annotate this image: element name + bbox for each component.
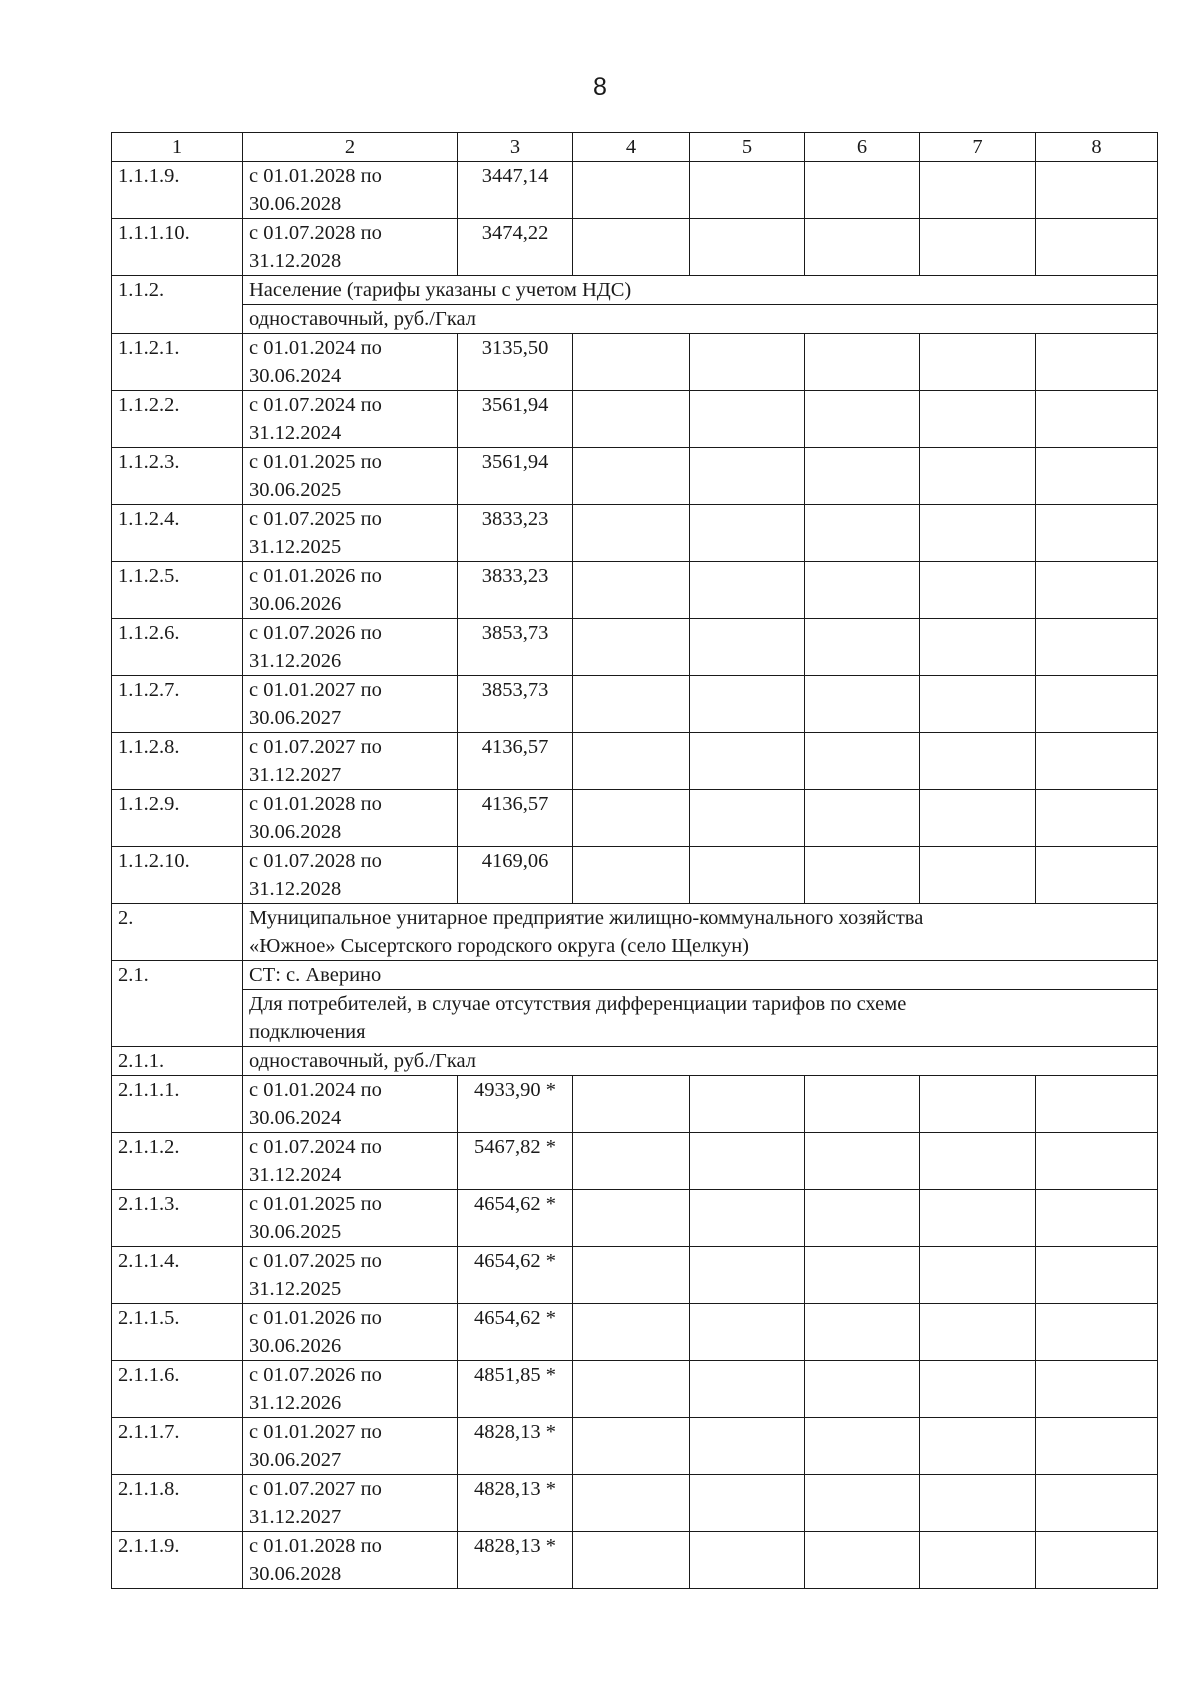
period-cell (243, 790, 458, 847)
text-line: 30.06.2025 (249, 479, 342, 501)
section-subrow (112, 990, 1158, 1047)
text-line: с 01.01.2028 по (249, 165, 382, 187)
empty-cell (690, 334, 805, 391)
tariff-value: 4654,62 * (458, 1247, 573, 1304)
empty-cell (920, 334, 1036, 391)
row-number: 1.1.2.1. (112, 334, 243, 391)
table-row (112, 1361, 1158, 1418)
table-row (112, 733, 1158, 790)
row-number: 1.1.2. (112, 276, 243, 334)
column-header: 5 (690, 133, 805, 162)
empty-cell (690, 1247, 805, 1304)
empty-cell (1036, 1532, 1158, 1589)
table-row (112, 847, 1158, 904)
tariff-value: 4933,90 * (458, 1076, 573, 1133)
section-subtitle: одноставочный, руб./Гкал (243, 305, 1158, 334)
column-header: 8 (1036, 133, 1158, 162)
text-line: 30.06.2027 (249, 707, 342, 729)
empty-cell (690, 162, 805, 219)
period-cell (243, 1133, 458, 1190)
table-row (112, 505, 1158, 562)
table-row (112, 448, 1158, 505)
text-line: 31.12.2024 (249, 422, 342, 444)
empty-cell (920, 1418, 1036, 1475)
section-title: Население (тарифы указаны с учетом НДС) (243, 276, 1158, 305)
tariff-value: 4851,85 * (458, 1361, 573, 1418)
page-number: 8 (593, 73, 607, 101)
row-number: 1.1.2.10. (112, 847, 243, 904)
empty-cell (805, 1247, 920, 1304)
empty-cell (805, 162, 920, 219)
period-cell (243, 1247, 458, 1304)
text-line: 31.12.2027 (249, 1506, 342, 1528)
row-number: 2.1.1.2. (112, 1133, 243, 1190)
empty-cell (805, 334, 920, 391)
table-row (112, 1532, 1158, 1589)
period-cell (243, 562, 458, 619)
empty-cell (573, 1475, 690, 1532)
text-line: с 01.01.2024 по (249, 337, 382, 359)
empty-cell (805, 1076, 920, 1133)
empty-cell (805, 1133, 920, 1190)
period-cell (243, 1532, 458, 1589)
empty-cell (1036, 619, 1158, 676)
text-line: с 01.01.2026 по (249, 565, 382, 587)
row-number: 1.1.2.7. (112, 676, 243, 733)
text-line: с 01.01.2024 по (249, 1079, 382, 1101)
table-row (112, 1076, 1158, 1133)
empty-cell (920, 1247, 1036, 1304)
empty-cell (805, 1418, 920, 1475)
text-line: Муниципальное унитарное предприятие жилищно-коммунального хозяйства (249, 907, 924, 929)
row-number: 1.1.2.6. (112, 619, 243, 676)
empty-cell (920, 733, 1036, 790)
text-line: с 01.01.2027 по (249, 679, 382, 701)
tariff-value: 3561,94 (458, 391, 573, 448)
empty-cell (1036, 1304, 1158, 1361)
tariff-value: 3853,73 (458, 676, 573, 733)
text-line: 30.06.2024 (249, 1107, 342, 1129)
empty-cell (920, 619, 1036, 676)
empty-cell (920, 1304, 1036, 1361)
table-row (112, 676, 1158, 733)
period-cell (243, 1190, 458, 1247)
tariff-value: 4654,62 * (458, 1304, 573, 1361)
text-line: «Южное» Сысертского городского округа (село Щелкун) (249, 935, 750, 957)
column-header: 2 (243, 133, 458, 162)
section-title: одноставочный, руб./Гкал (243, 1047, 1158, 1076)
text-line: с 01.07.2028 по (249, 222, 382, 244)
column-header: 4 (573, 133, 690, 162)
row-number: 1.1.2.3. (112, 448, 243, 505)
empty-cell (920, 847, 1036, 904)
empty-cell (805, 391, 920, 448)
text-line: с 01.01.2028 по (249, 793, 382, 815)
section-row (112, 961, 1158, 990)
empty-cell (1036, 733, 1158, 790)
empty-cell (690, 1532, 805, 1589)
empty-cell (690, 448, 805, 505)
empty-cell (1036, 1133, 1158, 1190)
tariff-value: 3474,22 (458, 219, 573, 276)
empty-cell (1036, 162, 1158, 219)
empty-cell (1036, 391, 1158, 448)
tariff-value: 3833,23 (458, 562, 573, 619)
empty-cell (805, 1304, 920, 1361)
empty-cell (573, 1418, 690, 1475)
period-cell (243, 1361, 458, 1418)
empty-cell (690, 847, 805, 904)
empty-cell (573, 733, 690, 790)
text-line: подключения (249, 1021, 366, 1043)
tariff-table (111, 132, 1158, 1589)
empty-cell (805, 1190, 920, 1247)
table-row (112, 1247, 1158, 1304)
text-line: с 01.07.2025 по (249, 1250, 382, 1272)
empty-cell (1036, 1190, 1158, 1247)
empty-cell (1036, 847, 1158, 904)
column-header: 6 (805, 133, 920, 162)
empty-cell (920, 1532, 1036, 1589)
period-cell (243, 334, 458, 391)
row-number: 2.1.1.5. (112, 1304, 243, 1361)
text-line: 31.12.2026 (249, 1392, 342, 1414)
row-number: 1.1.2.9. (112, 790, 243, 847)
table-row (112, 1475, 1158, 1532)
table-body (112, 133, 1158, 1589)
empty-cell (573, 448, 690, 505)
text-line: 31.12.2025 (249, 1278, 342, 1300)
row-number: 2.1. (112, 961, 243, 1047)
period-cell (243, 847, 458, 904)
empty-cell (573, 790, 690, 847)
row-number: 1.1.2.8. (112, 733, 243, 790)
column-header: 3 (458, 133, 573, 162)
empty-cell (805, 562, 920, 619)
text-line: с 01.07.2028 по (249, 850, 382, 872)
tariff-value: 5467,82 * (458, 1133, 573, 1190)
empty-cell (920, 562, 1036, 619)
empty-cell (573, 847, 690, 904)
text-line: 31.12.2026 (249, 650, 342, 672)
table-row (112, 334, 1158, 391)
empty-cell (920, 219, 1036, 276)
empty-cell (690, 1076, 805, 1133)
empty-cell (805, 790, 920, 847)
empty-cell (920, 448, 1036, 505)
empty-cell (690, 1361, 805, 1418)
empty-cell (1036, 334, 1158, 391)
empty-cell (573, 391, 690, 448)
period-cell (243, 505, 458, 562)
period-cell (243, 448, 458, 505)
table-row (112, 1133, 1158, 1190)
empty-cell (920, 1190, 1036, 1247)
row-number: 1.1.1.9. (112, 162, 243, 219)
empty-cell (920, 1475, 1036, 1532)
section-title (243, 904, 1158, 961)
text-line: с 01.01.2025 по (249, 451, 382, 473)
empty-cell (1036, 1076, 1158, 1133)
empty-cell (690, 391, 805, 448)
empty-cell (690, 1475, 805, 1532)
column-header: 7 (920, 133, 1036, 162)
table-row (112, 162, 1158, 219)
empty-cell (573, 676, 690, 733)
text-line: 30.06.2028 (249, 821, 342, 843)
table-row (112, 219, 1158, 276)
empty-cell (1036, 1361, 1158, 1418)
text-line: 30.06.2028 (249, 193, 342, 215)
text-line: 31.12.2025 (249, 536, 342, 558)
row-number: 1.1.1.10. (112, 219, 243, 276)
text-line: с 01.07.2024 по (249, 394, 382, 416)
empty-cell (573, 219, 690, 276)
empty-cell (920, 391, 1036, 448)
row-number: 1.1.2.4. (112, 505, 243, 562)
empty-cell (690, 790, 805, 847)
row-number: 2.1.1.9. (112, 1532, 243, 1589)
period-cell (243, 619, 458, 676)
text-line: с 01.01.2026 по (249, 1307, 382, 1329)
period-cell (243, 162, 458, 219)
column-header: 1 (112, 133, 243, 162)
text-line: 30.06.2025 (249, 1221, 342, 1243)
period-cell (243, 733, 458, 790)
empty-cell (920, 790, 1036, 847)
empty-cell (573, 1247, 690, 1304)
empty-cell (690, 562, 805, 619)
empty-cell (1036, 1418, 1158, 1475)
row-number: 2.1.1.8. (112, 1475, 243, 1532)
text-line: Для потребителей, в случае отсутствия дифференциации тарифов по схеме (249, 993, 907, 1015)
tariff-value: 4828,13 * (458, 1475, 573, 1532)
row-number: 2.1.1.4. (112, 1247, 243, 1304)
section-title: СТ: с. Аверино (243, 961, 1158, 990)
text-line: с 01.07.2027 по (249, 1478, 382, 1500)
empty-cell (920, 676, 1036, 733)
empty-cell (573, 1304, 690, 1361)
text-line: 31.12.2028 (249, 250, 342, 272)
empty-cell (690, 676, 805, 733)
tariff-value: 4828,13 * (458, 1418, 573, 1475)
period-cell (243, 391, 458, 448)
row-number: 2. (112, 904, 243, 961)
row-number: 2.1.1.7. (112, 1418, 243, 1475)
empty-cell (690, 1190, 805, 1247)
text-line: с 01.07.2025 по (249, 508, 382, 530)
empty-cell (573, 1133, 690, 1190)
empty-cell (1036, 219, 1158, 276)
empty-cell (805, 505, 920, 562)
empty-cell (573, 619, 690, 676)
empty-cell (573, 1190, 690, 1247)
tariff-value: 4169,06 (458, 847, 573, 904)
tariff-value: 4136,57 (458, 790, 573, 847)
text-line: с 01.01.2028 по (249, 1535, 382, 1557)
tariff-value: 3853,73 (458, 619, 573, 676)
empty-cell (690, 219, 805, 276)
text-line: с 01.07.2026 по (249, 1364, 382, 1386)
period-cell (243, 219, 458, 276)
table-row (112, 391, 1158, 448)
empty-cell (690, 1133, 805, 1190)
text-line: 30.06.2027 (249, 1449, 342, 1471)
empty-cell (805, 676, 920, 733)
empty-cell (573, 334, 690, 391)
table-row (112, 1304, 1158, 1361)
text-line: 31.12.2028 (249, 878, 342, 900)
tariff-value: 3447,14 (458, 162, 573, 219)
row-number: 2.1.1.6. (112, 1361, 243, 1418)
text-line: 31.12.2027 (249, 764, 342, 786)
period-cell (243, 1418, 458, 1475)
section-row (112, 904, 1158, 961)
text-line: 31.12.2024 (249, 1164, 342, 1186)
table-row (112, 790, 1158, 847)
empty-cell (805, 1361, 920, 1418)
empty-cell (573, 1076, 690, 1133)
text-line: с 01.07.2024 по (249, 1136, 382, 1158)
empty-cell (805, 619, 920, 676)
text-line: с 01.07.2027 по (249, 736, 382, 758)
text-line: с 01.01.2025 по (249, 1193, 382, 1215)
empty-cell (805, 733, 920, 790)
header-row (112, 133, 1158, 162)
tariff-value: 4828,13 * (458, 1532, 573, 1589)
row-number: 2.1.1.1. (112, 1076, 243, 1133)
section-subrow (112, 305, 1158, 334)
empty-cell (690, 619, 805, 676)
section-subtitle (243, 990, 1158, 1047)
empty-cell (1036, 1475, 1158, 1532)
table-row (112, 1418, 1158, 1475)
section-row (112, 1047, 1158, 1076)
row-number: 2.1.1. (112, 1047, 243, 1076)
empty-cell (1036, 505, 1158, 562)
period-cell (243, 1475, 458, 1532)
tariff-value: 3833,23 (458, 505, 573, 562)
empty-cell (573, 1361, 690, 1418)
empty-cell (805, 1475, 920, 1532)
empty-cell (1036, 562, 1158, 619)
row-number: 2.1.1.3. (112, 1190, 243, 1247)
empty-cell (1036, 448, 1158, 505)
empty-cell (920, 1133, 1036, 1190)
table-row (112, 562, 1158, 619)
period-cell (243, 1304, 458, 1361)
empty-cell (920, 1076, 1036, 1133)
section-row (112, 276, 1158, 305)
empty-cell (805, 219, 920, 276)
empty-cell (1036, 676, 1158, 733)
empty-cell (920, 162, 1036, 219)
text-line: с 01.07.2026 по (249, 622, 382, 644)
empty-cell (573, 162, 690, 219)
row-number: 1.1.2.2. (112, 391, 243, 448)
text-line: 30.06.2024 (249, 365, 342, 387)
empty-cell (805, 847, 920, 904)
text-line: 30.06.2028 (249, 1563, 342, 1585)
tariff-value: 4654,62 * (458, 1190, 573, 1247)
row-number: 1.1.2.5. (112, 562, 243, 619)
empty-cell (690, 733, 805, 790)
tariff-value: 3561,94 (458, 448, 573, 505)
empty-cell (690, 505, 805, 562)
text-line: 30.06.2026 (249, 593, 342, 615)
text-line: 30.06.2026 (249, 1335, 342, 1357)
empty-cell (920, 1361, 1036, 1418)
empty-cell (573, 1532, 690, 1589)
table-row (112, 619, 1158, 676)
period-cell (243, 676, 458, 733)
period-cell (243, 1076, 458, 1133)
tariff-value: 4136,57 (458, 733, 573, 790)
empty-cell (1036, 1247, 1158, 1304)
empty-cell (920, 505, 1036, 562)
empty-cell (690, 1304, 805, 1361)
tariff-value: 3135,50 (458, 334, 573, 391)
table-row (112, 1190, 1158, 1247)
text-line: с 01.01.2027 по (249, 1421, 382, 1443)
empty-cell (805, 1532, 920, 1589)
empty-cell (573, 562, 690, 619)
empty-cell (805, 448, 920, 505)
empty-cell (1036, 790, 1158, 847)
empty-cell (573, 505, 690, 562)
empty-cell (690, 1418, 805, 1475)
